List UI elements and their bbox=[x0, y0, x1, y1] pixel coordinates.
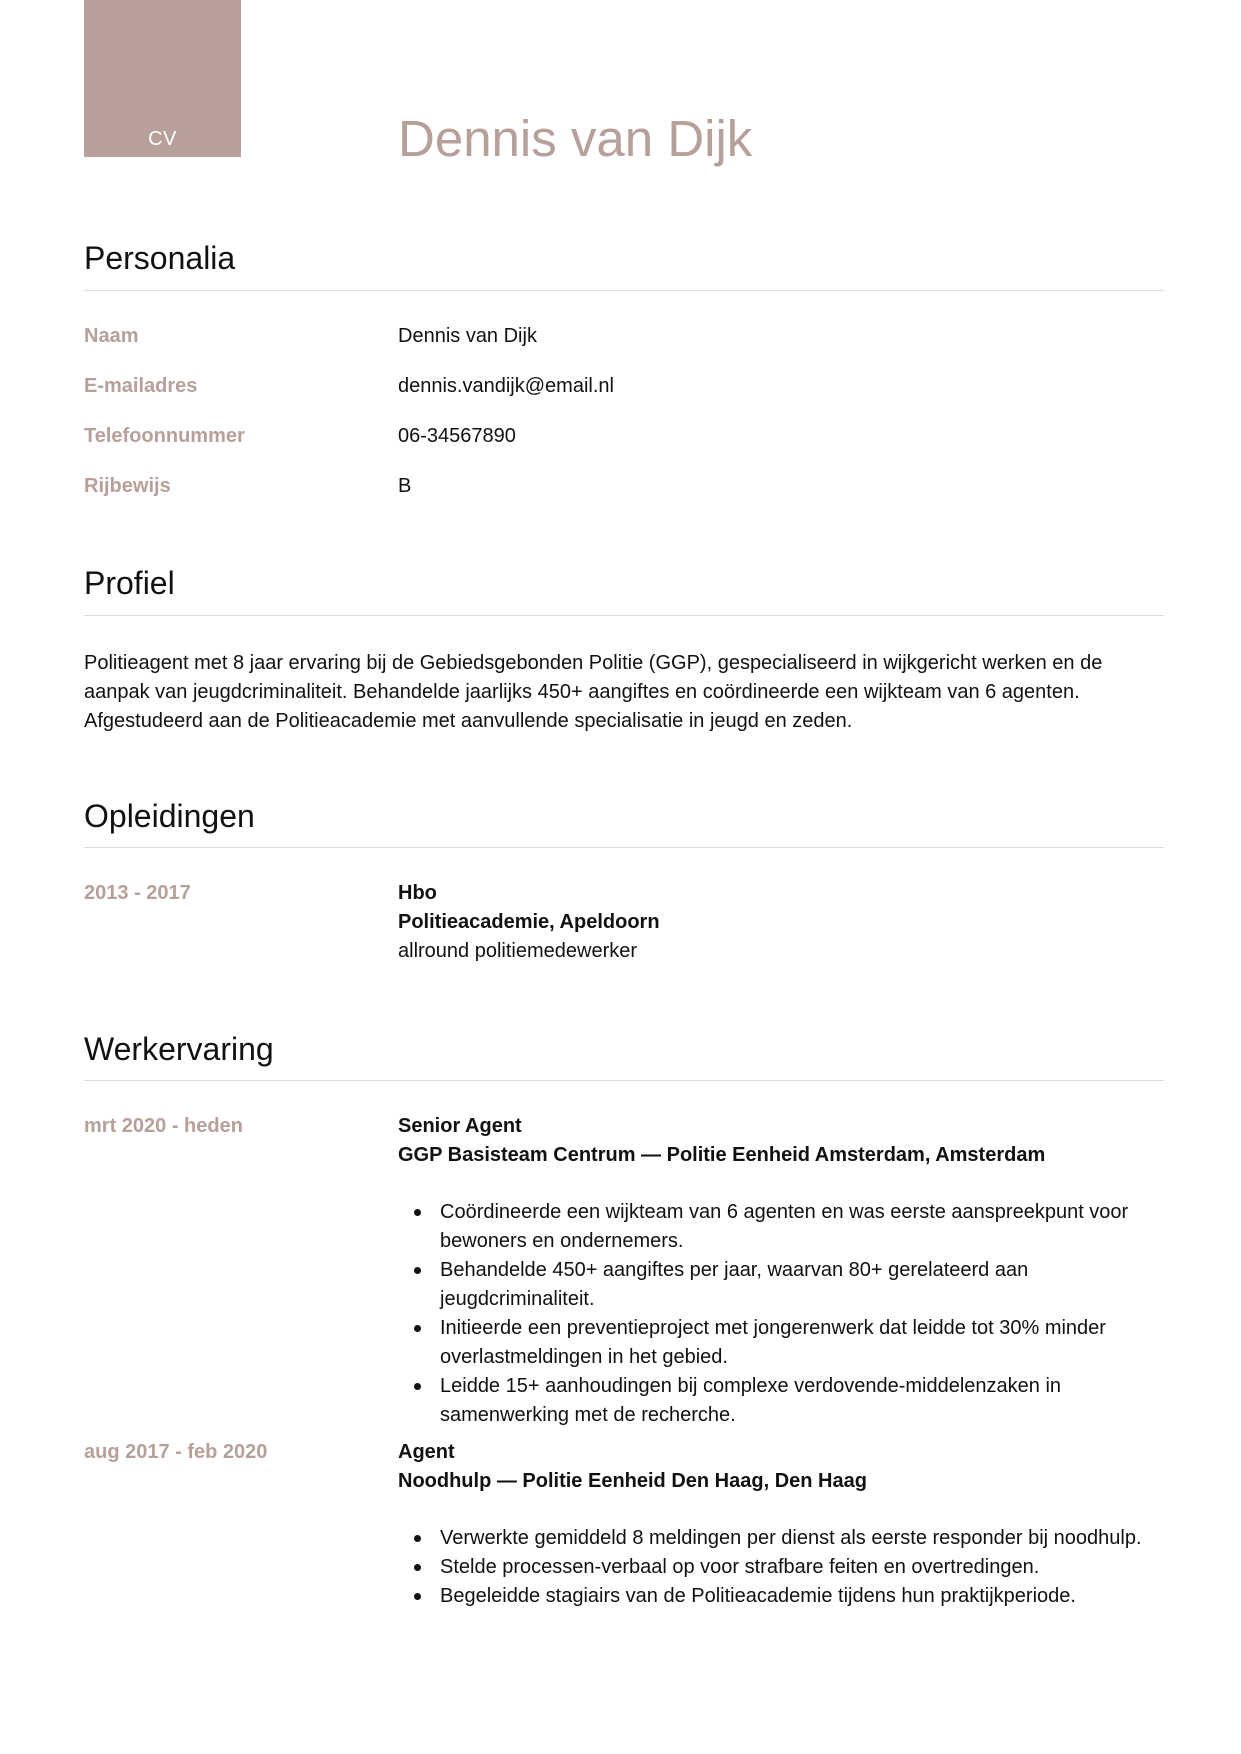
profile-text: Politieagent met 8 jaar ervaring bij de Gebiedsgebonden Politie (GGP), gespecialiseerd in wijkgericht werken en de aanpak van jeugdcriminaliteit. Behandelde jaarlijks 450+ aangiftes en coördineerde een wijkteam van 6 agenten. Afgestudeerd aan de Politieacademie met aanvullende specialisatie in jeugd en zeden. bbox=[84, 652, 1103, 732]
label-naam: Naam bbox=[84, 325, 139, 347]
job-period-1: mrt 2020 - heden bbox=[84, 1115, 243, 1137]
bullet-dot-icon bbox=[414, 1267, 421, 1274]
list-item: Coördineerde een wijkteam van 6 agenten en was eerste aanspreekpunt voor bewoners en ondernemers. bbox=[398, 1198, 1173, 1256]
divider-profiel bbox=[84, 615, 1164, 616]
label-rijbewijs: Rijbewijs bbox=[84, 475, 171, 497]
value-email: dennis.vandijk@email.nl bbox=[398, 375, 614, 397]
job-bullets-2 bbox=[398, 1524, 1173, 1611]
section-title-werkervaring: Werkervaring bbox=[84, 1031, 274, 1067]
education-entry bbox=[398, 879, 1168, 966]
education-period: 2013 - 2017 bbox=[84, 882, 191, 904]
cv-badge bbox=[84, 0, 241, 157]
divider-werkervaring bbox=[84, 1080, 1164, 1081]
section-title-personalia: Personalia bbox=[84, 240, 236, 276]
cv-badge-label: CV bbox=[148, 128, 177, 150]
value-telefoon: 06-34567890 bbox=[398, 425, 516, 447]
education-level: Hbo bbox=[398, 882, 437, 904]
section-title-opleidingen: Opleidingen bbox=[84, 798, 255, 834]
job-role-1: Senior Agent bbox=[398, 1115, 522, 1137]
job-entry-2 bbox=[398, 1438, 1168, 1496]
education-course: allround politiemedewerker bbox=[398, 940, 638, 962]
job-bullets-1 bbox=[398, 1198, 1173, 1430]
bullet-dot-icon bbox=[414, 1564, 421, 1571]
job-employer-2: Noodhulp — Politie Eenheid Den Haag, Den Haag bbox=[398, 1470, 867, 1492]
list-item: Behandelde 450+ aangiftes per jaar, waarvan 80+ gerelateerd aan jeugdcriminaliteit. bbox=[398, 1256, 1173, 1314]
label-email: E-mailadres bbox=[84, 375, 198, 397]
bullet-dot-icon bbox=[414, 1593, 421, 1600]
list-item: Stelde processen-verbaal op voor strafbare feiten en overtredingen. bbox=[398, 1553, 1173, 1582]
value-rijbewijs: B bbox=[398, 475, 412, 497]
bullet-dot-icon bbox=[414, 1209, 421, 1216]
job-employer-1: GGP Basisteam Centrum — Politie Eenheid Amsterdam, Amsterdam bbox=[398, 1144, 1046, 1166]
candidate-name: Dennis van Dijk bbox=[398, 110, 753, 167]
bullet-dot-icon bbox=[414, 1535, 421, 1542]
job-role-2: Agent bbox=[398, 1441, 455, 1463]
list-item: Begeleidde stagiairs van de Politieacademie tijdens hun praktijkperiode. bbox=[398, 1582, 1173, 1611]
job-entry-1 bbox=[398, 1112, 1168, 1170]
bullet-dot-icon bbox=[414, 1383, 421, 1390]
list-item: Verwerkte gemiddeld 8 meldingen per dienst als eerste responder bij noodhulp. bbox=[398, 1524, 1173, 1553]
list-item: Leidde 15+ aanhoudingen bij complexe verdovende-middelenzaken in samenwerking met de recherche. bbox=[398, 1372, 1173, 1430]
list-item: Initieerde een preventieproject met jongerenwerk dat leidde tot 30% minder overlastmeldingen in het gebied. bbox=[398, 1314, 1173, 1372]
section-title-profiel: Profiel bbox=[84, 565, 175, 601]
education-school: Politieacademie, Apeldoorn bbox=[398, 911, 660, 933]
divider-opleidingen bbox=[84, 847, 1164, 848]
divider-personalia bbox=[84, 290, 1164, 291]
label-telefoon: Telefoonnummer bbox=[84, 425, 245, 447]
job-period-2: aug 2017 - feb 2020 bbox=[84, 1441, 268, 1463]
value-naam: Dennis van Dijk bbox=[398, 325, 537, 347]
bullet-dot-icon bbox=[414, 1325, 421, 1332]
